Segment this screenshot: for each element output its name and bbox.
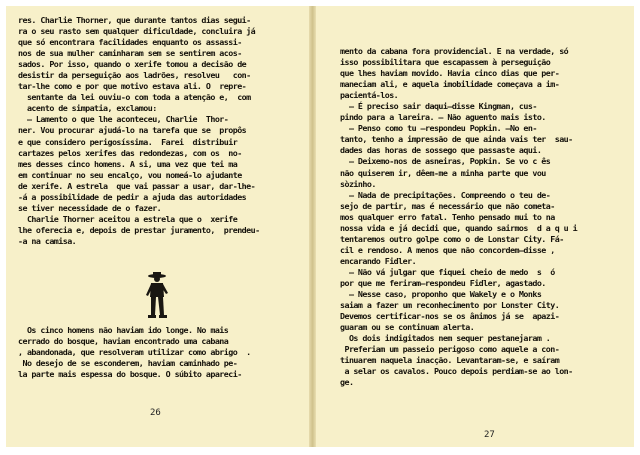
right-line: mento da cabana fora providencial. E na verdade, só xyxy=(340,46,569,56)
right-line: sòzinho. xyxy=(340,178,376,189)
right-line: ge. xyxy=(340,377,354,388)
page-number-right: 27 xyxy=(484,430,495,440)
right-line: — Nada de precipitações. Compreendo o teu de- xyxy=(340,189,551,200)
right-page-text xyxy=(340,46,577,388)
page-number-left: 26 xyxy=(150,408,161,418)
left-line: , abandonada, que resolveram utilizar como abrigo . xyxy=(18,347,251,358)
left-line: nos de sua mulher caminharam sem se sentirem acos- xyxy=(18,48,242,59)
right-line: — Não vá julgar que fiquei cheio de medo s ó xyxy=(340,266,555,277)
left-line: sentante da lei ouviu-o com toda a atenção e, com xyxy=(18,92,251,103)
right-line: pindo para a lareira. — Não aguento mais isto. xyxy=(340,112,546,123)
left-line: Charlie Thorner aceitou a estrela que o xerife xyxy=(18,213,238,224)
right-line: mos qualquer erro fatal. Tenho pensado mui to na xyxy=(340,211,555,222)
left-page xyxy=(6,6,309,447)
right-line: — Penso como tu —respondeu Popkin. —No en- xyxy=(340,123,537,134)
left-line: cerrado do bosque, haviam encontrado uma cabana xyxy=(18,336,229,347)
right-line: dades das horas de sossego que passaste aqui. xyxy=(340,145,542,156)
cowboy-illustration xyxy=(142,271,172,321)
left-line: ra o seu rasto sem qualquer dificuldade, concluira já xyxy=(18,26,256,37)
left-line: cartazes pelos xerifes das redondezas, com os no- xyxy=(18,147,242,158)
right-line: por que me feriram—respondeu Fidler, agastado. xyxy=(340,277,546,288)
left-line: -a na camisa. xyxy=(18,235,77,246)
right-line: encarando Fidler. xyxy=(340,255,417,266)
left-line: tar-lhe como e por que motivo estava ali. O repre- xyxy=(18,81,247,92)
left-page-text-bottom xyxy=(18,325,251,380)
left-line: de xerife. A estrela que vai passar a usar, dar-lhe- xyxy=(18,180,256,191)
right-line: que lhes haviam movido. Havia cinco dias que per- xyxy=(340,68,560,79)
right-line: pacientá-los. xyxy=(340,90,399,101)
right-line: Devemos certificar-nos se os ânimos já se apazi- xyxy=(340,311,560,322)
right-line: a selar os cavalos. Pouco depois perdiam-se ao lon- xyxy=(340,366,573,377)
left-line: que só encontrara facilidades enquanto os assassi- xyxy=(18,37,242,48)
right-page xyxy=(316,6,634,447)
left-line: sados. Por isso, quando o xerife tomou a decisão de xyxy=(18,59,247,70)
left-line: em continuar no seu encalço, vou nomeá-lo ajudante xyxy=(18,169,242,180)
left-line: se tiver necessidade de o fazer. xyxy=(18,202,162,213)
left-page-text-top xyxy=(18,15,260,247)
right-line: — É preciso sair daqui—disse Kingman, cus- xyxy=(340,101,537,112)
right-line: saiam a fazer um reconhecimento por Lonster City. xyxy=(340,300,560,311)
left-line: mes desses cinco homens. A si, uma vez que tei ma xyxy=(18,158,238,169)
right-line: sejo de partir, mas é necessário que não cometa- xyxy=(340,200,555,211)
left-line: lhe oferecia e, depois de prestar juramento, prendeu- xyxy=(18,224,260,235)
right-line: cil e rendoso. A menos que não concordem—disse , xyxy=(340,244,555,255)
right-line: não quiserem ir, dêem-me a minha parte que vou xyxy=(340,167,546,178)
right-line: Os dois indigitados nem sequer pestanejaram . xyxy=(340,333,551,344)
left-line: -á a possibilidade de pedir a ajuda das autoridades xyxy=(18,191,247,202)
left-line: ner. Vou procurar ajudá-lo na tarefa que se propôs xyxy=(18,125,247,136)
left-line: Os cinco homens não haviam ido longe. No mais xyxy=(18,325,229,335)
right-line: — Deixemo-nos de asneiras, Popkin. Se vo c ês xyxy=(340,156,551,167)
right-line: isso possibilitara que escapassem à perseguição xyxy=(340,57,551,68)
left-line: acento de simpatia, exclamou: xyxy=(18,103,157,114)
right-line: guaram ou se continuam alerta. xyxy=(340,322,475,333)
right-line: tentaremos outro golpe como o de Lonstar City. Fá- xyxy=(340,233,564,244)
left-line: e que considero perigosíssima. Farei distribuir xyxy=(18,136,238,147)
right-line: — Nesse caso, proponho que Wakely e o Monks xyxy=(340,289,542,300)
right-line: nossa vida e já decidi que, quando sairmos d a q u i xyxy=(340,222,578,233)
right-line: tinuarem naquela inacção. Levantaram-se, e saíram xyxy=(340,355,560,366)
book-gutter xyxy=(309,6,316,447)
left-line: desistir da perseguição aos ladrões, resolveu con- xyxy=(18,70,251,81)
right-line: tanto, tenho a impressão de que ainda vais ter sau- xyxy=(340,134,573,145)
left-line: la parte mais espessa do bosque. O súbito apareci- xyxy=(18,369,242,380)
right-line: maneciam ali, e aquela imobilidade começava a im- xyxy=(340,79,560,90)
left-line: res. Charlie Thorner, que durante tantos dias segui- xyxy=(18,15,251,25)
right-line: Preferiam um passeio perigoso como aquele a con- xyxy=(340,344,560,355)
left-line: — Lamento o que lhe aconteceu, Charlie Thor- xyxy=(18,114,229,125)
left-line: No desejo de se esconderem, haviam caminhado pe- xyxy=(18,358,238,369)
